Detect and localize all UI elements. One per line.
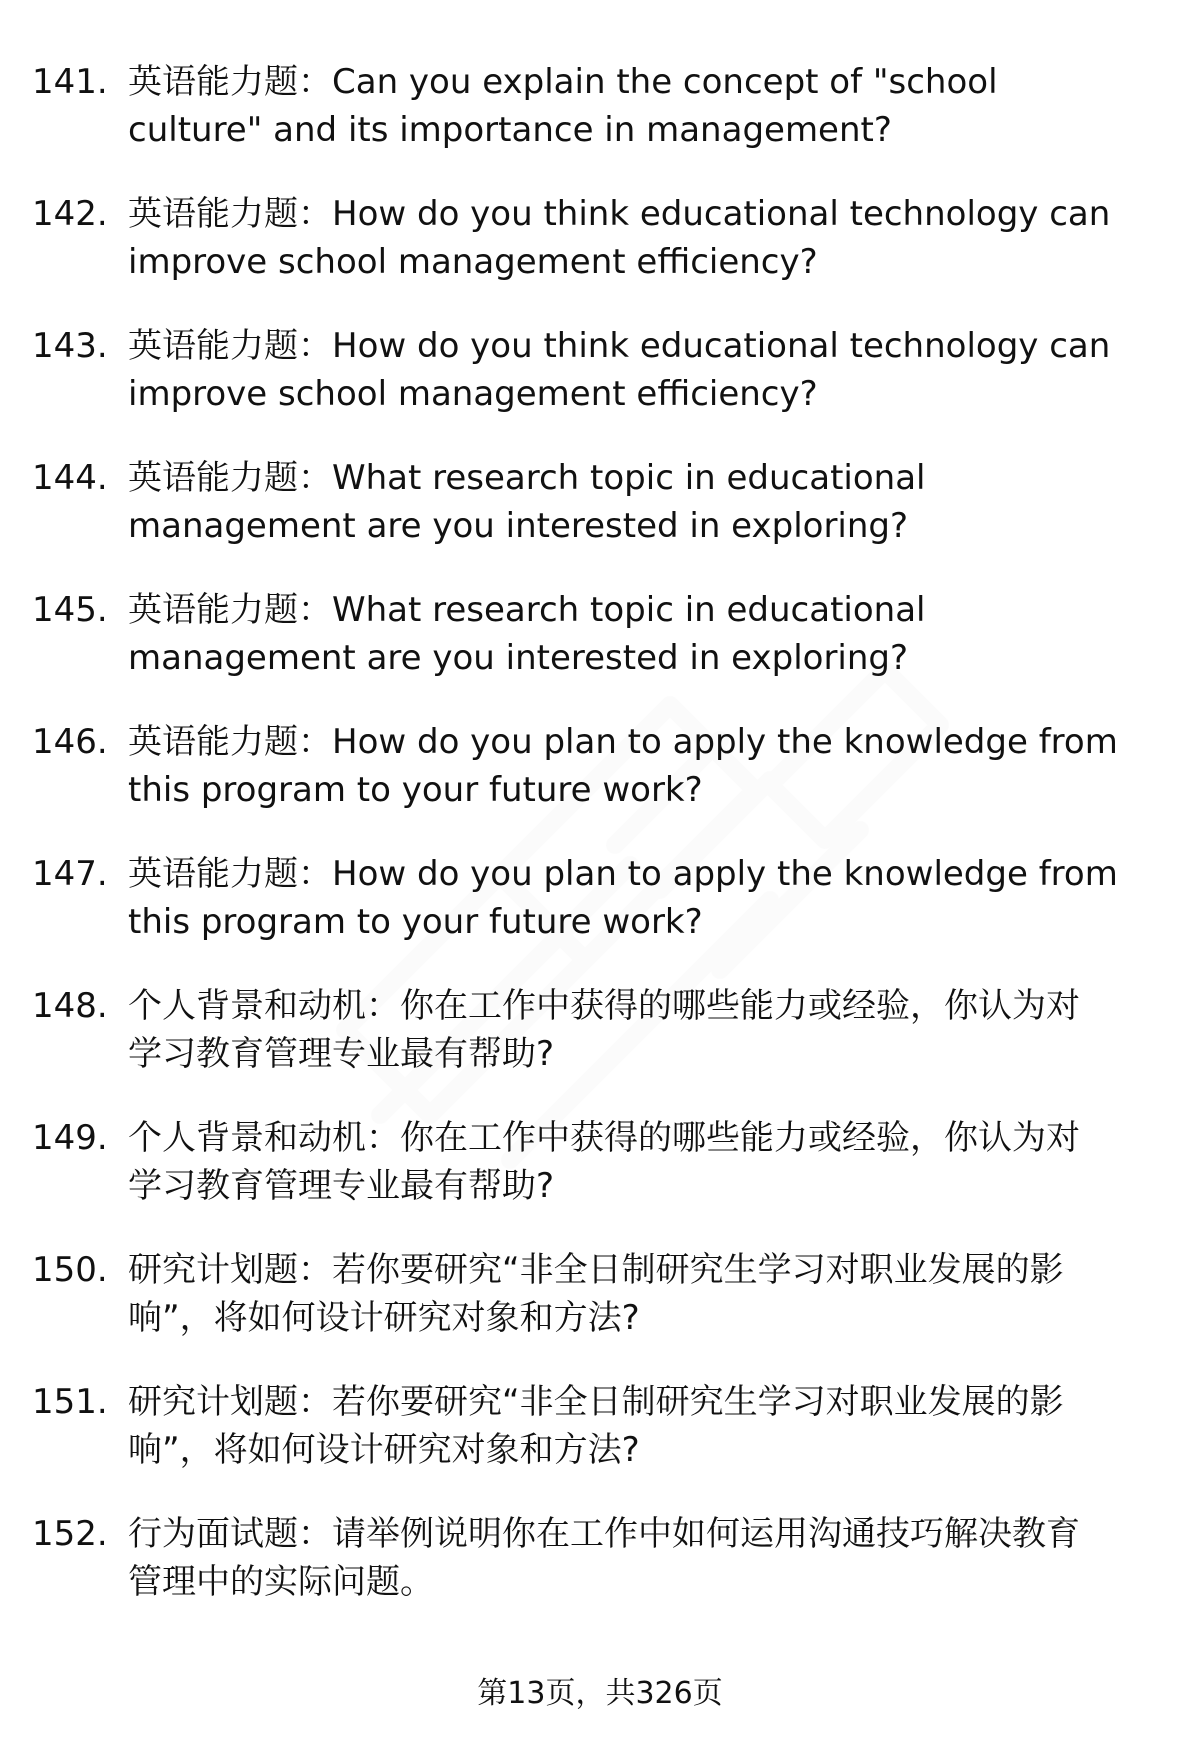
question-line: 研究计划题：若你要研究“非全日制研究生学习对职业发展的影 (128, 1382, 1064, 1422)
question-line: 响”，将如何设计研究对象和方法? (128, 1298, 640, 1338)
question-line: 个人背景和动机：你在工作中获得的哪些能力或经验，你认为对 (128, 1118, 1080, 1158)
question-text (128, 1378, 1178, 1474)
question-item (32, 1114, 1172, 1246)
question-line: 行为面试题：请举例说明你在工作中如何运用沟通技巧解决教育 (128, 1514, 1080, 1554)
question-item (32, 1510, 1172, 1642)
question-text (128, 850, 1178, 946)
question-line: this program to your future work? (128, 902, 703, 942)
question-line: 学习教育管理专业最有帮助? (128, 1034, 555, 1074)
question-item (32, 850, 1172, 982)
question-item (32, 1246, 1172, 1378)
page-number-footer: 第13页，共326页 (477, 1676, 723, 1711)
question-line: management are you interested in exploring? (128, 638, 909, 678)
question-text (128, 190, 1178, 286)
question-line: 英语能力题：What research topic in educational (128, 590, 926, 630)
question-number: 144. (32, 458, 108, 498)
question-item (32, 982, 1172, 1114)
question-line: improve school management efficiency? (128, 374, 818, 414)
question-line: 英语能力题：How do you think educational technology can (128, 194, 1111, 234)
question-line: 英语能力题：How do you think educational technology can (128, 326, 1111, 366)
question-line: 英语能力题：What research topic in educational (128, 458, 926, 498)
question-text (128, 1114, 1178, 1210)
question-line: 响”，将如何设计研究对象和方法? (128, 1430, 640, 1470)
question-line: 英语能力题：How do you plan to apply the knowledge from (128, 854, 1118, 894)
question-line: 个人背景和动机：你在工作中获得的哪些能力或经验，你认为对 (128, 986, 1080, 1026)
question-number: 143. (32, 326, 108, 366)
question-number: 151. (32, 1382, 108, 1422)
question-number: 141. (32, 62, 108, 102)
question-item (32, 454, 1172, 586)
question-line: 研究计划题：若你要研究“非全日制研究生学习对职业发展的影 (128, 1250, 1064, 1290)
question-line: 英语能力题：Can you explain the concept of "school (128, 62, 998, 102)
question-number: 145. (32, 590, 108, 630)
question-number: 146. (32, 722, 108, 762)
question-line: 英语能力题：How do you plan to apply the knowledge from (128, 722, 1118, 762)
question-line: management are you interested in exploring? (128, 506, 909, 546)
question-line: improve school management efficiency? (128, 242, 818, 282)
question-item (32, 58, 1172, 190)
question-number: 142. (32, 194, 108, 234)
question-number: 147. (32, 854, 108, 894)
question-text (128, 1246, 1178, 1342)
question-text (128, 1510, 1178, 1606)
question-list (32, 58, 1172, 1642)
question-number: 148. (32, 986, 108, 1026)
question-text (128, 586, 1178, 682)
question-item (32, 322, 1172, 454)
question-item (32, 718, 1172, 850)
question-number: 149. (32, 1118, 108, 1158)
question-line: this program to your future work? (128, 770, 703, 810)
question-item (32, 586, 1172, 718)
question-number: 152. (32, 1514, 108, 1554)
question-line: 管理中的实际问题。 (128, 1562, 434, 1602)
question-text (128, 454, 1178, 550)
question-line: culture" and its importance in management? (128, 110, 892, 150)
question-item (32, 1378, 1172, 1510)
question-text (128, 982, 1178, 1078)
question-number: 150. (32, 1250, 108, 1290)
question-text (128, 322, 1178, 418)
question-item (32, 190, 1172, 322)
question-text (128, 718, 1178, 814)
question-text (128, 58, 1178, 154)
question-line: 学习教育管理专业最有帮助? (128, 1166, 555, 1206)
